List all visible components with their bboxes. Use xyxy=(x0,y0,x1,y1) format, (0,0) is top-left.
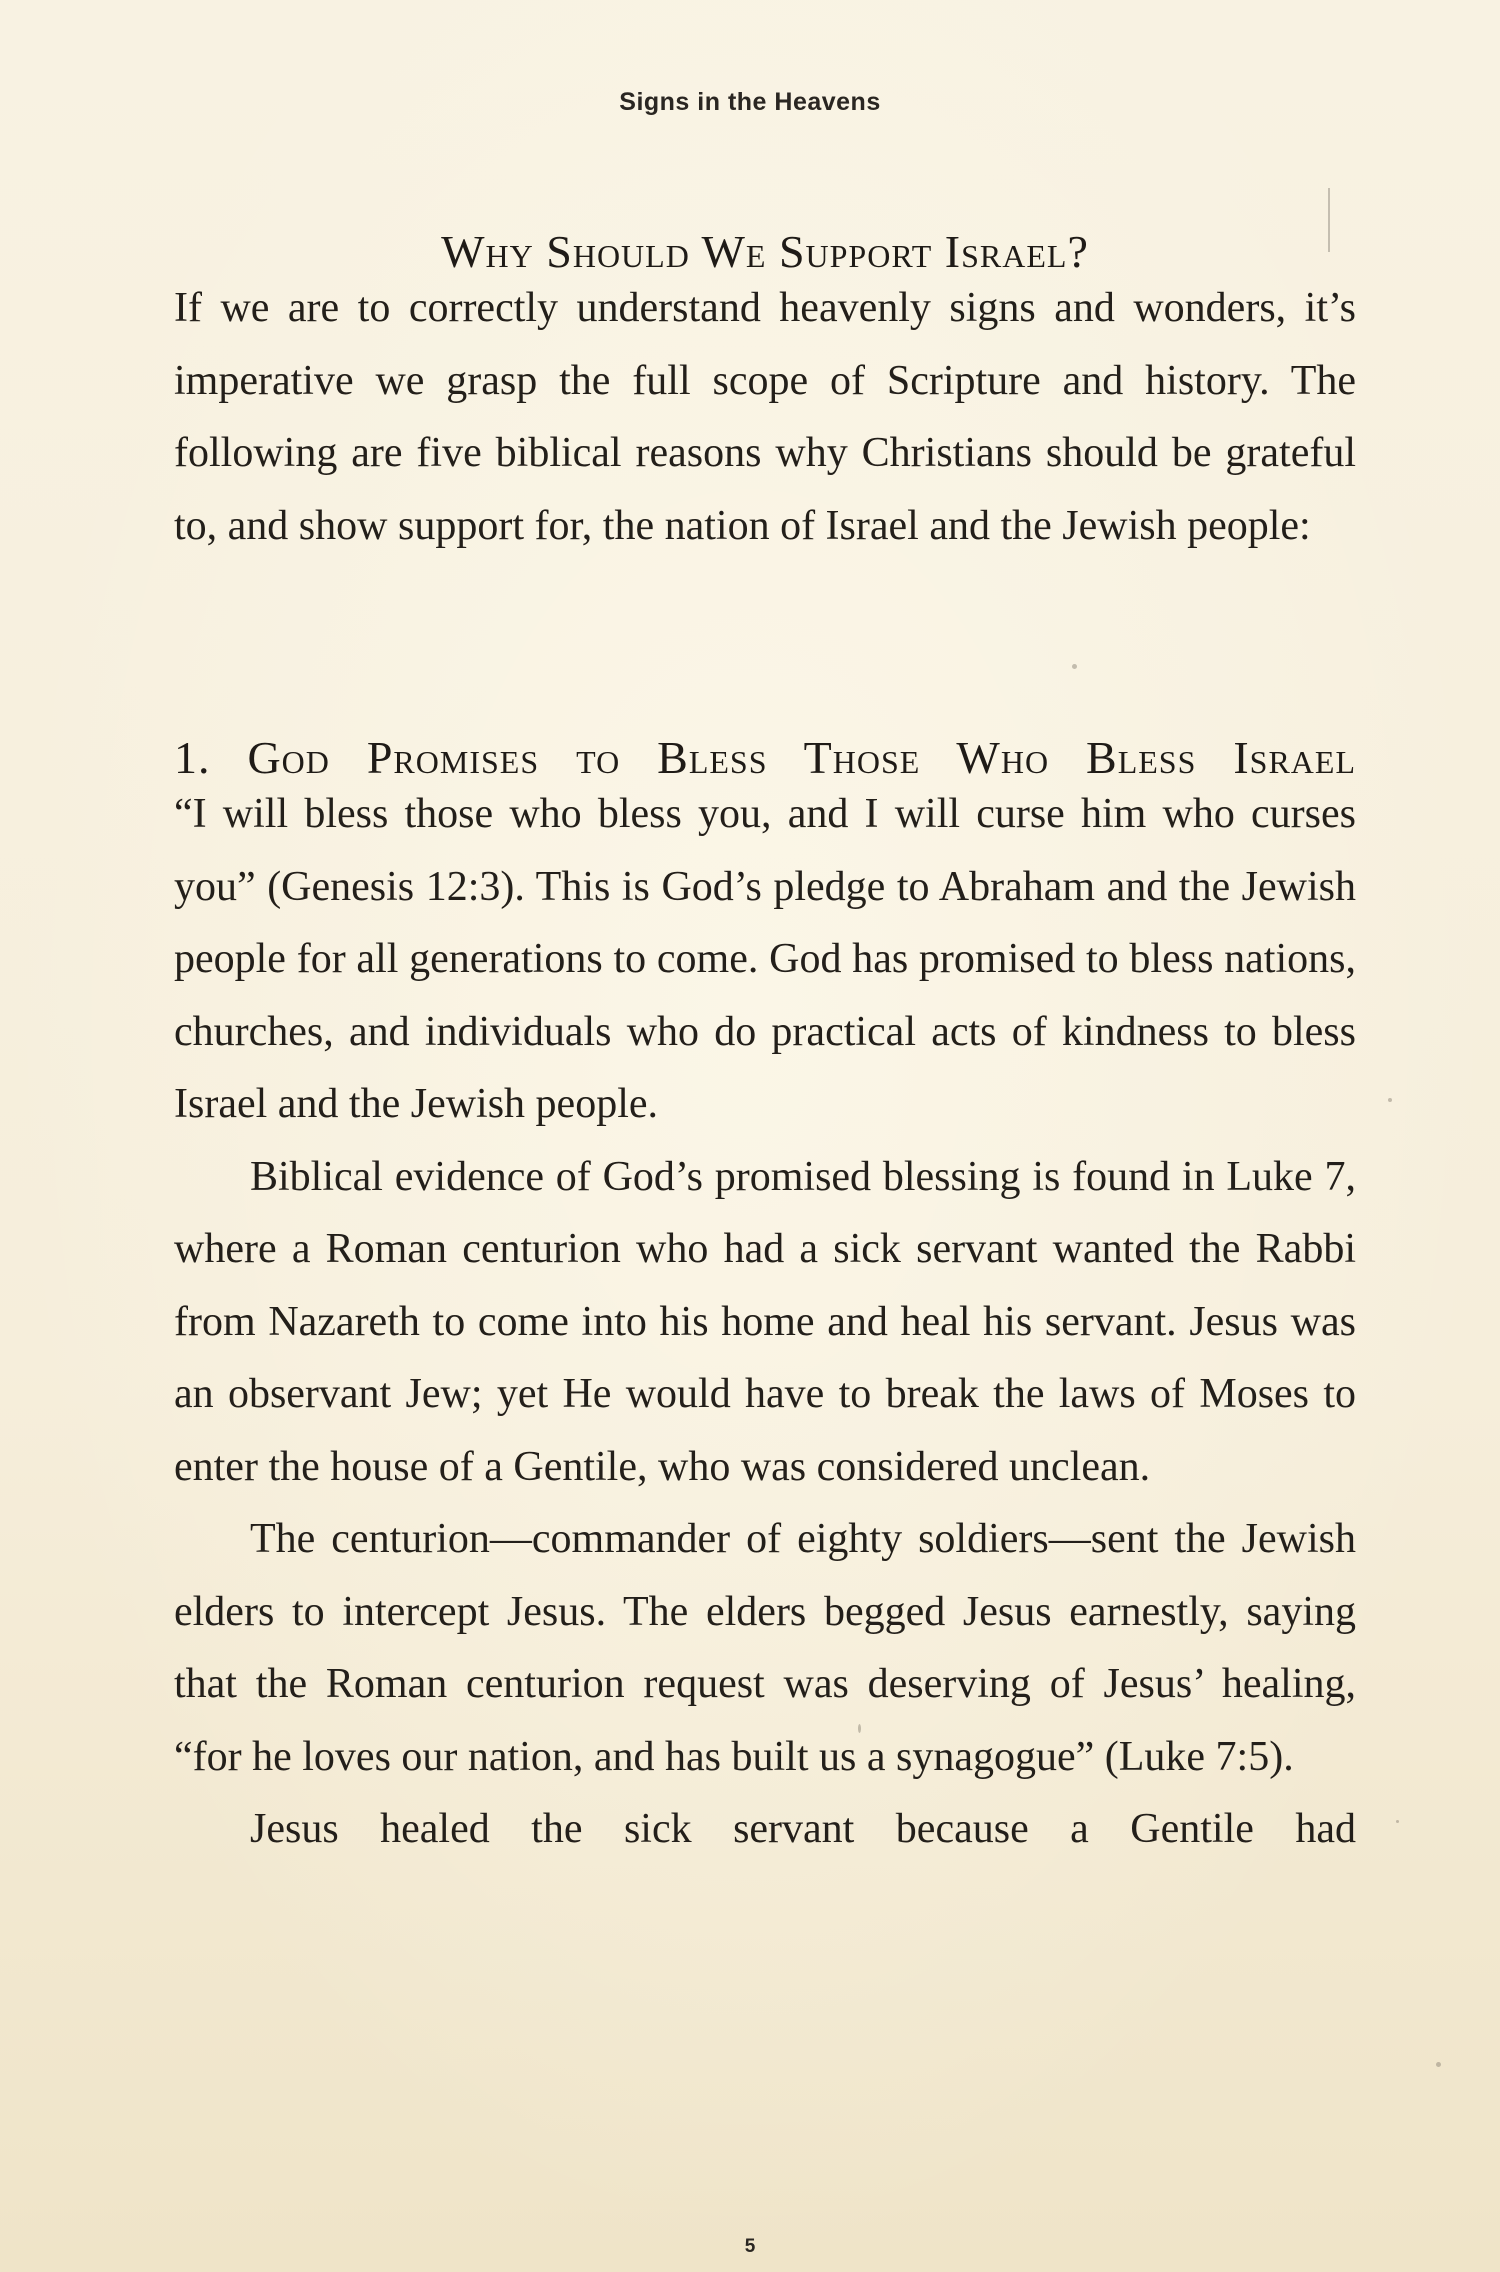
scan-speck xyxy=(1436,2062,1441,2067)
subsection-title: 1. God Promises to Bless Those Who Bless Israel xyxy=(174,732,1356,783)
scan-speck xyxy=(1072,664,1077,669)
scan-speck xyxy=(858,1724,861,1733)
section-why-support-israel xyxy=(174,222,1356,562)
paragraph-luke-evidence: Biblical evidence of God’s promised blessing is found in Luke 7, where a Roman centurion who had a sick servant wanted the Rabbi from Nazareth to come into his home and heal his servant. Jesus was an observant Jew; yet He would have to break the laws of Moses to enter the house of a Gentile, who was considered unclean. xyxy=(174,1153,1356,1490)
subsection-bless-israel xyxy=(174,728,1356,1866)
paragraph-genesis-quote: “I will bless those who bless you, and I will curse him who curses you” (Genesis 12:3). This is God’s pledge to Abraham and the Jewish people for all generations to come. God has promised to bless nations, churches, and individuals who do practical acts of kindness to bless Israel and the Jewish people. xyxy=(174,791,1356,1127)
intro-paragraph: If we are to correctly understand heavenly signs and wonders, it’s imperative we grasp the full scope of Scripture and history. The following are five biblical reasons why Christians should be grateful to, and show support for, the nation of Israel and the Jewish people: xyxy=(174,285,1356,549)
section-title: Why Should We Support Israel? xyxy=(441,226,1089,277)
page-number: 5 xyxy=(744,2236,756,2257)
paragraph-healing: Jesus healed the sick servant because a Gentile had xyxy=(250,1806,1356,1852)
scan-speck xyxy=(1396,1820,1399,1823)
running-head: Signs in the Heavens xyxy=(619,88,881,116)
scan-speck xyxy=(1388,1098,1392,1102)
paragraph-centurion: The centurion—commander of eighty soldiers—sent the Jewish elders to intercept Jesus. The elders begged Jesus earnestly, saying that the Roman centurion request was deserving of Jesus’ healing, “for he loves our nation, and has built us a synagogue” (Luke 7:5). xyxy=(174,1516,1356,1780)
